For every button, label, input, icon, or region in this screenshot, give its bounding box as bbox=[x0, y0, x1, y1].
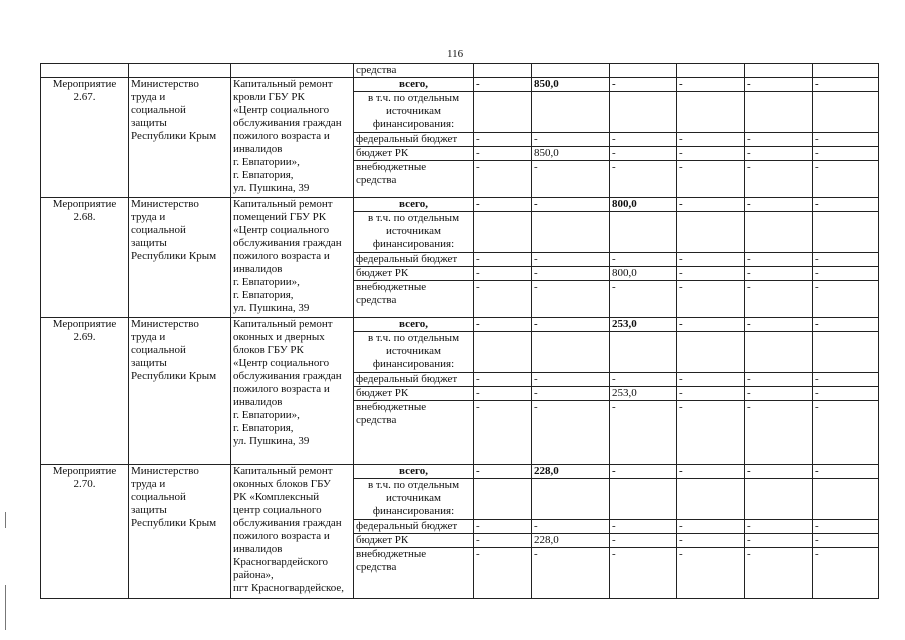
scan-mark-left bbox=[5, 512, 6, 528]
value-cell: - bbox=[677, 548, 745, 599]
value-cell: - bbox=[745, 520, 813, 534]
value-cell: - bbox=[745, 401, 813, 465]
source-cell bbox=[354, 479, 474, 520]
description-line: пгт Красногвардейское, bbox=[233, 582, 345, 594]
value-cell bbox=[532, 92, 610, 133]
description-cell bbox=[231, 318, 354, 465]
executor-line: защиты bbox=[131, 504, 167, 516]
value-cell: - bbox=[677, 534, 745, 548]
value-cell: - bbox=[677, 520, 745, 534]
source-line: в т.ч. по отдельным bbox=[367, 92, 460, 104]
description-line: Красногвардейского bbox=[233, 556, 329, 568]
value-cell: - bbox=[677, 161, 745, 198]
event-line: Мероприятие bbox=[52, 318, 117, 330]
value-cell: - bbox=[532, 267, 610, 281]
table-row bbox=[41, 318, 879, 332]
event-line: Мероприятие bbox=[52, 78, 117, 90]
value-cell bbox=[677, 212, 745, 253]
value-cell: 228,0 bbox=[532, 465, 610, 479]
table-row bbox=[41, 198, 879, 212]
source-line: средства bbox=[356, 294, 397, 306]
description-line: обслуживания граждан bbox=[233, 237, 342, 249]
value-cell: - bbox=[474, 534, 532, 548]
executor-cell bbox=[129, 198, 231, 318]
table-row bbox=[41, 78, 879, 92]
value-cell: - bbox=[745, 318, 813, 332]
source-cell bbox=[354, 534, 474, 548]
value-cell: - bbox=[677, 133, 745, 147]
source-line: всего, bbox=[399, 465, 428, 477]
value-cell bbox=[474, 479, 532, 520]
value-cell bbox=[813, 212, 879, 253]
value-cell: - bbox=[532, 133, 610, 147]
source-line: внебюджетные bbox=[356, 281, 427, 293]
description-line: ул. Пушкина, 39 bbox=[233, 182, 310, 194]
source-line: федеральный бюджет bbox=[356, 373, 458, 385]
value-cell: - bbox=[677, 147, 745, 161]
description-line: инвалидов bbox=[233, 543, 283, 555]
cell-value bbox=[474, 64, 532, 78]
source-cell bbox=[354, 387, 474, 401]
description-cell bbox=[231, 198, 354, 318]
executor-line: Республики Крым bbox=[131, 370, 217, 382]
value-cell: - bbox=[610, 281, 677, 318]
cell-value bbox=[813, 64, 879, 78]
description-line: г. Евпатория, bbox=[233, 169, 294, 181]
value-cell: - bbox=[474, 548, 532, 599]
value-cell: - bbox=[532, 318, 610, 332]
value-cell bbox=[745, 212, 813, 253]
source-cell bbox=[354, 318, 474, 332]
value-cell: - bbox=[532, 387, 610, 401]
event-line: 2.68. bbox=[73, 211, 96, 223]
value-cell: - bbox=[745, 161, 813, 198]
value-cell bbox=[610, 332, 677, 373]
value-cell: - bbox=[813, 133, 879, 147]
value-cell: - bbox=[610, 401, 677, 465]
source-cell bbox=[354, 253, 474, 267]
description-line: пожилого возраста и bbox=[233, 383, 330, 395]
executor-line: социальной bbox=[131, 224, 186, 236]
event-line: Мероприятие bbox=[52, 198, 117, 210]
description-line: «Центр социального bbox=[233, 104, 330, 116]
description-line: инвалидов bbox=[233, 143, 283, 155]
source-cell bbox=[354, 332, 474, 373]
value-cell bbox=[532, 212, 610, 253]
value-cell: - bbox=[474, 318, 532, 332]
description-cell bbox=[231, 465, 354, 599]
source-cell bbox=[354, 401, 474, 465]
executor-line: социальной bbox=[131, 344, 186, 356]
cell-value bbox=[610, 64, 677, 78]
value-cell: - bbox=[474, 520, 532, 534]
financing-table bbox=[40, 63, 879, 599]
value-cell bbox=[677, 332, 745, 373]
value-cell: 228,0 bbox=[532, 534, 610, 548]
value-cell: - bbox=[532, 548, 610, 599]
description-line: Капитальный ремонт bbox=[233, 318, 333, 330]
value-cell: - bbox=[610, 548, 677, 599]
source-line: внебюджетные bbox=[356, 401, 427, 413]
value-cell: - bbox=[745, 281, 813, 318]
source-line: всего, bbox=[399, 78, 428, 90]
value-cell bbox=[745, 332, 813, 373]
description-line: г. Евпатории», bbox=[233, 276, 300, 288]
source-line: источникам bbox=[386, 225, 441, 237]
value-cell: - bbox=[610, 133, 677, 147]
scan-mark-left-bottom bbox=[5, 585, 6, 630]
source-line: бюджет РК bbox=[356, 267, 409, 279]
value-cell: - bbox=[532, 161, 610, 198]
value-cell: - bbox=[610, 78, 677, 92]
description-line: инвалидов bbox=[233, 263, 283, 275]
value-cell: - bbox=[532, 401, 610, 465]
value-cell: - bbox=[745, 465, 813, 479]
value-cell: - bbox=[474, 133, 532, 147]
value-cell: - bbox=[610, 253, 677, 267]
value-cell: - bbox=[677, 281, 745, 318]
value-cell bbox=[474, 332, 532, 373]
value-cell: - bbox=[474, 387, 532, 401]
description-line: ул. Пушкина, 39 bbox=[233, 435, 310, 447]
value-cell: 253,0 bbox=[610, 318, 677, 332]
executor-line: социальной bbox=[131, 104, 186, 116]
cell-event bbox=[41, 64, 129, 78]
value-cell: - bbox=[813, 548, 879, 599]
value-cell: - bbox=[813, 373, 879, 387]
source-line: источникам bbox=[386, 345, 441, 357]
description-line: оконных и дверных bbox=[233, 331, 325, 343]
value-cell: - bbox=[677, 78, 745, 92]
executor-line: труда и bbox=[131, 211, 166, 223]
value-cell: - bbox=[813, 198, 879, 212]
event-line: 2.69. bbox=[73, 331, 96, 343]
source-line: бюджет РК bbox=[356, 534, 409, 546]
value-cell: - bbox=[677, 198, 745, 212]
description-line: пожилого возраста и bbox=[233, 250, 330, 262]
description-line: блоков ГБУ РК bbox=[233, 344, 304, 356]
value-cell bbox=[677, 479, 745, 520]
value-cell: - bbox=[474, 373, 532, 387]
source-line: источникам bbox=[386, 105, 441, 117]
description-line: района», bbox=[233, 569, 274, 581]
value-cell: - bbox=[677, 387, 745, 401]
value-cell bbox=[745, 479, 813, 520]
value-cell: - bbox=[745, 133, 813, 147]
value-cell: - bbox=[677, 465, 745, 479]
cell-value bbox=[677, 64, 745, 78]
value-cell: - bbox=[745, 78, 813, 92]
value-cell: - bbox=[474, 78, 532, 92]
value-cell: - bbox=[532, 281, 610, 318]
source-cell bbox=[354, 465, 474, 479]
value-cell bbox=[474, 212, 532, 253]
value-cell: - bbox=[532, 253, 610, 267]
executor-line: Республики Крым bbox=[131, 250, 217, 262]
source-cell bbox=[354, 520, 474, 534]
source-line: источникам bbox=[386, 492, 441, 504]
source-line: всего, bbox=[399, 198, 428, 210]
executor-line: труда и bbox=[131, 91, 166, 103]
value-cell: - bbox=[474, 281, 532, 318]
description-line: РК «Комплексный bbox=[233, 491, 320, 503]
source-cell bbox=[354, 78, 474, 92]
value-cell: - bbox=[677, 318, 745, 332]
value-cell: - bbox=[474, 198, 532, 212]
executor-line: защиты bbox=[131, 117, 167, 129]
value-cell: - bbox=[532, 373, 610, 387]
value-cell: - bbox=[745, 548, 813, 599]
value-cell: - bbox=[474, 465, 532, 479]
cell-description bbox=[231, 64, 354, 78]
value-cell: - bbox=[813, 534, 879, 548]
source-cell bbox=[354, 161, 474, 198]
value-cell: - bbox=[474, 267, 532, 281]
description-line: г. Евпатории», bbox=[233, 156, 300, 168]
value-cell: - bbox=[610, 161, 677, 198]
source-cell bbox=[354, 212, 474, 253]
event-cell bbox=[41, 78, 129, 198]
executor-line: защиты bbox=[131, 237, 167, 249]
description-line: Капитальный ремонт bbox=[233, 465, 333, 477]
value-cell: - bbox=[813, 318, 879, 332]
source-cell bbox=[354, 548, 474, 599]
event-line: Мероприятие bbox=[52, 465, 117, 477]
value-cell: - bbox=[745, 534, 813, 548]
executor-line: Министерство bbox=[131, 198, 199, 210]
table-body bbox=[41, 64, 879, 599]
value-cell: 800,0 bbox=[610, 198, 677, 212]
value-cell: - bbox=[813, 161, 879, 198]
description-line: Капитальный ремонт bbox=[233, 78, 333, 90]
source-cell bbox=[354, 133, 474, 147]
source-line: бюджет РК bbox=[356, 147, 409, 159]
value-cell: - bbox=[610, 147, 677, 161]
value-cell bbox=[610, 92, 677, 133]
value-cell: 850,0 bbox=[532, 147, 610, 161]
page-number: 116 bbox=[447, 48, 464, 60]
cell-source: средства bbox=[354, 64, 474, 78]
source-cell bbox=[354, 281, 474, 318]
value-cell: - bbox=[677, 267, 745, 281]
value-cell: - bbox=[474, 147, 532, 161]
value-cell: - bbox=[813, 253, 879, 267]
executor-line: труда и bbox=[131, 331, 166, 343]
value-cell: - bbox=[745, 253, 813, 267]
value-cell: - bbox=[813, 401, 879, 465]
source-cell bbox=[354, 198, 474, 212]
value-cell bbox=[610, 212, 677, 253]
description-line: «Центр социального bbox=[233, 224, 330, 236]
source-line: федеральный бюджет bbox=[356, 133, 458, 145]
executor-line: Республики Крым bbox=[131, 130, 217, 142]
table-row bbox=[41, 465, 879, 479]
value-cell: - bbox=[474, 253, 532, 267]
value-cell: - bbox=[745, 267, 813, 281]
event-cell bbox=[41, 465, 129, 599]
description-line: обслуживания граждан bbox=[233, 117, 342, 129]
source-line: внебюджетные bbox=[356, 548, 427, 560]
value-cell: - bbox=[745, 373, 813, 387]
source-line: средства bbox=[356, 414, 397, 426]
value-cell: - bbox=[474, 161, 532, 198]
source-line: федеральный бюджет bbox=[356, 520, 458, 532]
executor-line: Республики Крым bbox=[131, 517, 217, 529]
value-cell: - bbox=[813, 78, 879, 92]
description-line: ул. Пушкина, 39 bbox=[233, 302, 310, 314]
executor-line: Министерство bbox=[131, 465, 199, 477]
description-line: центр социального bbox=[233, 504, 322, 516]
value-cell: - bbox=[610, 520, 677, 534]
value-cell: - bbox=[813, 281, 879, 318]
value-cell bbox=[474, 92, 532, 133]
source-line: финансирования: bbox=[372, 505, 455, 517]
description-line: «Центр социального bbox=[233, 357, 330, 369]
source-cell bbox=[354, 92, 474, 133]
description-line: г. Евпатория, bbox=[233, 289, 294, 301]
value-cell bbox=[745, 92, 813, 133]
value-cell: - bbox=[610, 373, 677, 387]
description-line: г. Евпатория, bbox=[233, 422, 294, 434]
source-cell bbox=[354, 267, 474, 281]
value-cell: - bbox=[610, 465, 677, 479]
value-cell: - bbox=[813, 387, 879, 401]
value-cell: 253,0 bbox=[610, 387, 677, 401]
source-line: федеральный бюджет bbox=[356, 253, 458, 265]
value-cell: - bbox=[532, 520, 610, 534]
value-cell: - bbox=[532, 198, 610, 212]
event-line: 2.67. bbox=[73, 91, 96, 103]
executor-cell bbox=[129, 78, 231, 198]
source-line: финансирования: bbox=[372, 118, 455, 130]
value-cell bbox=[677, 92, 745, 133]
source-line: финансирования: bbox=[372, 358, 455, 370]
cell-value bbox=[532, 64, 610, 78]
description-line: Капитальный ремонт bbox=[233, 198, 333, 210]
source-cell bbox=[354, 147, 474, 161]
value-cell: 850,0 bbox=[532, 78, 610, 92]
cell-value bbox=[745, 64, 813, 78]
event-cell bbox=[41, 198, 129, 318]
source-line: в т.ч. по отдельным bbox=[367, 479, 460, 491]
executor-line: защиты bbox=[131, 357, 167, 369]
value-cell: - bbox=[610, 534, 677, 548]
event-cell bbox=[41, 318, 129, 465]
executor-line: Министерство bbox=[131, 78, 199, 90]
source-line: средства bbox=[356, 561, 397, 573]
executor-cell bbox=[129, 465, 231, 599]
value-cell: - bbox=[745, 387, 813, 401]
value-cell bbox=[813, 332, 879, 373]
executor-line: труда и bbox=[131, 478, 166, 490]
description-line: г. Евпатории», bbox=[233, 409, 300, 421]
value-cell bbox=[532, 479, 610, 520]
value-cell bbox=[610, 479, 677, 520]
source-cell bbox=[354, 373, 474, 387]
value-cell: - bbox=[745, 147, 813, 161]
value-cell: - bbox=[677, 253, 745, 267]
description-line: обслуживания граждан bbox=[233, 517, 342, 529]
description-line: обслуживания граждан bbox=[233, 370, 342, 382]
source-line: в т.ч. по отдельным bbox=[367, 332, 460, 344]
source-line: в т.ч. по отдельным bbox=[367, 212, 460, 224]
value-cell: - bbox=[474, 401, 532, 465]
event-line: 2.70. bbox=[73, 478, 96, 490]
source-line: финансирования: bbox=[372, 238, 455, 250]
source-line: бюджет РК bbox=[356, 387, 409, 399]
value-cell: - bbox=[677, 373, 745, 387]
description-line: оконных блоков ГБУ bbox=[233, 478, 331, 490]
value-cell: - bbox=[677, 401, 745, 465]
description-line: инвалидов bbox=[233, 396, 283, 408]
description-line: пожилого возраста и bbox=[233, 130, 330, 142]
value-cell: - bbox=[745, 198, 813, 212]
description-line: кровли ГБУ РК bbox=[233, 91, 305, 103]
description-line: пожилого возраста и bbox=[233, 530, 330, 542]
value-cell bbox=[813, 92, 879, 133]
executor-line: Министерство bbox=[131, 318, 199, 330]
description-cell bbox=[231, 78, 354, 198]
value-cell: - bbox=[813, 147, 879, 161]
value-cell: - bbox=[813, 520, 879, 534]
source-line: внебюджетные bbox=[356, 161, 427, 173]
description-line: помещений ГБУ РК bbox=[233, 211, 327, 223]
executor-line: социальной bbox=[131, 491, 186, 503]
value-cell: - bbox=[813, 465, 879, 479]
cell-executor bbox=[129, 64, 231, 78]
source-line: средства bbox=[356, 174, 397, 186]
value-cell: 800,0 bbox=[610, 267, 677, 281]
source-line: всего, bbox=[399, 318, 428, 330]
value-cell bbox=[532, 332, 610, 373]
table-row-continuation bbox=[41, 64, 879, 78]
value-cell: - bbox=[813, 267, 879, 281]
executor-cell bbox=[129, 318, 231, 465]
value-cell bbox=[813, 479, 879, 520]
